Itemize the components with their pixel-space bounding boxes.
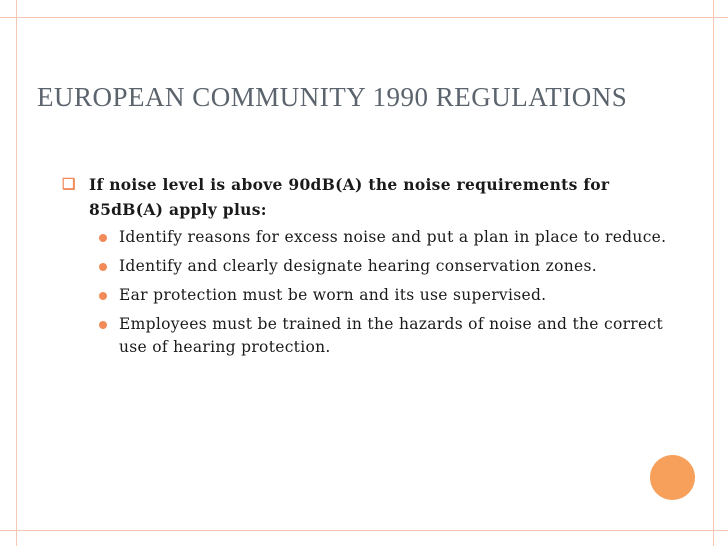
sub-bullet-item: [62, 226, 682, 249]
dot-bullet-icon: [99, 234, 107, 242]
sub-bullet-item: [62, 284, 682, 307]
sub-bullet-text: Employees must be trained in the hazards of noise and the correct use of hearing protection.: [119, 315, 664, 356]
sub-bullet-item: [62, 313, 682, 359]
decorative-circle: [650, 455, 695, 500]
frame-top-line: [0, 17, 728, 18]
box-bullet-icon: ❑: [62, 175, 76, 193]
slide-content: [62, 172, 682, 365]
sub-bullet-text: Ear protection must be worn and its use supervised.: [119, 286, 547, 304]
sub-bullet-text: Identify and clearly designate hearing conservation zones.: [119, 257, 597, 275]
main-bullet-text: If noise level is above 90dB(A) the noise requirements for 85dB(A) apply plus:: [89, 175, 610, 219]
sub-bullet-item: [62, 255, 682, 278]
frame-left-line: [16, 0, 17, 546]
frame-bottom-line: [0, 530, 728, 531]
dot-bullet-icon: [99, 263, 107, 271]
dot-bullet-icon: [99, 321, 107, 329]
slide-title: EUROPEAN COMMUNITY 1990 REGULATIONS: [37, 82, 628, 112]
main-bullet-point: [62, 172, 682, 222]
sub-bullet-list: [62, 226, 682, 359]
dot-bullet-icon: [99, 292, 107, 300]
sub-bullet-text: Identify reasons for excess noise and put a plan in place to reduce.: [119, 228, 667, 246]
frame-right-line: [713, 0, 714, 546]
